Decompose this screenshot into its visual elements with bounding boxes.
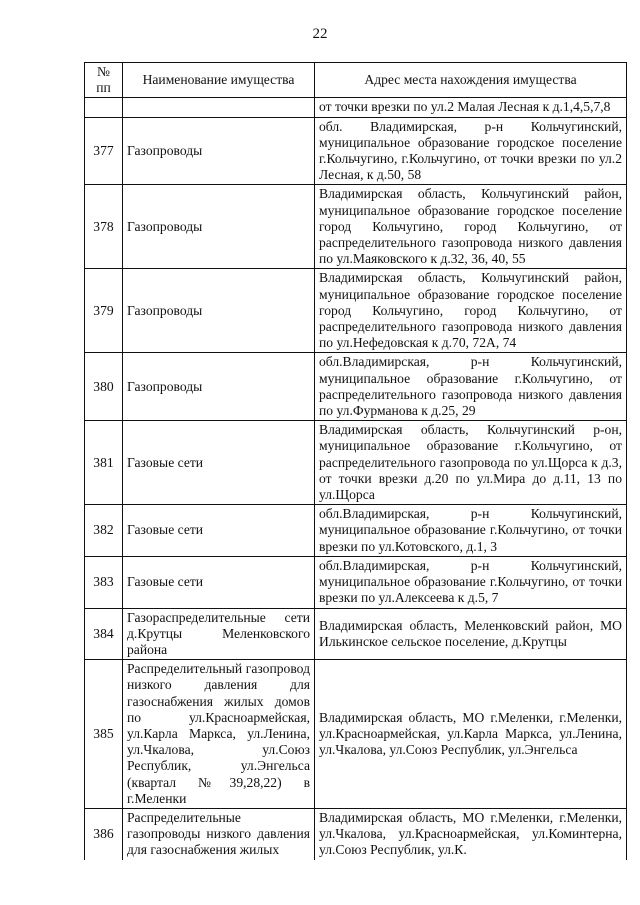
table-row bbox=[85, 660, 627, 809]
row-property-name: Газораспределительные сети д.Крутцы Меленковского района bbox=[123, 608, 315, 660]
table-row bbox=[85, 269, 627, 353]
row-property-name: Распределительные газопроводы низкого давления для газоснабжения жилых bbox=[123, 808, 315, 859]
header-number: № пп bbox=[85, 63, 123, 98]
row-number: 384 bbox=[85, 608, 123, 660]
row-address: обл.Владимирская, р-н Кольчугинский, муниципальное образование г.Кольчугино, от точки врезки по ул.Котовского, д.1, 3 bbox=[315, 505, 627, 557]
page-number: 22 bbox=[312, 26, 328, 42]
row-property-name: Газопроводы bbox=[123, 117, 315, 185]
row-property-name: Газопроводы bbox=[123, 269, 315, 353]
row-number: 377 bbox=[85, 117, 123, 185]
row-number: 380 bbox=[85, 353, 123, 421]
row-address: обл. Владимирская, р-н Кольчугинский, муниципальное образование городское поселение г.Кольчугино, г.Кольчугино, от точки врезки по ул.2 Лесная, к д.50, 58 bbox=[315, 117, 627, 185]
header-address: Адрес места нахождения имущества bbox=[315, 63, 627, 98]
table-row bbox=[85, 608, 627, 660]
table-row bbox=[85, 117, 627, 185]
row-address: обл.Владимирская, р-н Кольчугинский, муниципальное образование г.Кольчугино, от распределительного газопровода низкого давления по ул.Фурманова к д.25, 29 bbox=[315, 353, 627, 421]
table-row bbox=[85, 808, 627, 859]
row-address: обл.Владимирская, р-н Кольчугинский, муниципальное образование г.Кольчугино, от точки врезки по ул.Алексеева к д.5, 7 bbox=[315, 556, 627, 608]
header-property-name: Наименование имущества bbox=[123, 63, 315, 98]
row-number: 386 bbox=[85, 808, 123, 859]
row-address: Владимирская область, Меленковский район, МО Илькинское сельское поселение, д.Крутцы bbox=[315, 608, 627, 660]
table-row bbox=[85, 505, 627, 557]
row-number: 378 bbox=[85, 185, 123, 269]
row-address: от точки врезки по ул.2 Малая Лесная к д.1,4,5,7,8 bbox=[315, 98, 627, 117]
row-address: Владимирская область, Кольчугинский район, муниципальное образование городское поселение город Кольчугино, город Кольчугино, от распределительного газопровода низкого давления по ул.Нефедовская к д.70, 72А, 74 bbox=[315, 269, 627, 353]
table-row bbox=[85, 421, 627, 505]
table-row bbox=[85, 556, 627, 608]
table-row bbox=[85, 98, 627, 117]
table-header-row bbox=[85, 63, 627, 98]
property-table bbox=[84, 62, 627, 860]
row-number: 382 bbox=[85, 505, 123, 557]
table-row bbox=[85, 353, 627, 421]
row-address: Владимирская область, МО г.Меленки, г.Меленки, ул.Красноармейская, ул.Карла Маркса, ул.Ленина, ул.Чкалова, ул.Союз Республик, ул.Энгельса bbox=[315, 660, 627, 809]
row-number: 383 bbox=[85, 556, 123, 608]
row-address: Владимирская область, Кольчугинский р-он, муниципальное образование г.Кольчугино, от распределительного газопровода по ул.Щорса к д.3, от точки врезки д.20 по ул.Мира до д.11, 13 по ул.Щорса bbox=[315, 421, 627, 505]
row-property-name: Газовые сети bbox=[123, 421, 315, 505]
row-property-name: Распределительный газопровод низкого давления для газоснабжения жилых домов по ул.Красноармейская, ул.Карла Маркса, ул.Ленина, ул.Чкалова, ул.Союз Республик, ул.Энгельса (квартал №39,28,22) в г.Меленки bbox=[123, 660, 315, 809]
row-number: 381 bbox=[85, 421, 123, 505]
row-address: Владимирская область, МО г.Меленки, г.Меленки, ул.Чкалова, ул.Красноармейская, ул.Коминтерна, ул.Союз Республик, ул.К. bbox=[315, 808, 627, 859]
table-row bbox=[85, 185, 627, 269]
row-property-name bbox=[123, 98, 315, 117]
row-number: 385 bbox=[85, 660, 123, 809]
row-property-name: Газопроводы bbox=[123, 353, 315, 421]
row-number: 379 bbox=[85, 269, 123, 353]
row-number bbox=[85, 98, 123, 117]
row-property-name: Газовые сети bbox=[123, 556, 315, 608]
row-address: Владимирская область, Кольчугинский район, муниципальное образование городское поселение город Кольчугино, город Кольчугино, от распределительного газопровода низкого давления по ул.Маяковского к д.32, 36, 40, 55 bbox=[315, 185, 627, 269]
row-property-name: Газопроводы bbox=[123, 185, 315, 269]
row-property-name: Газовые сети bbox=[123, 505, 315, 557]
